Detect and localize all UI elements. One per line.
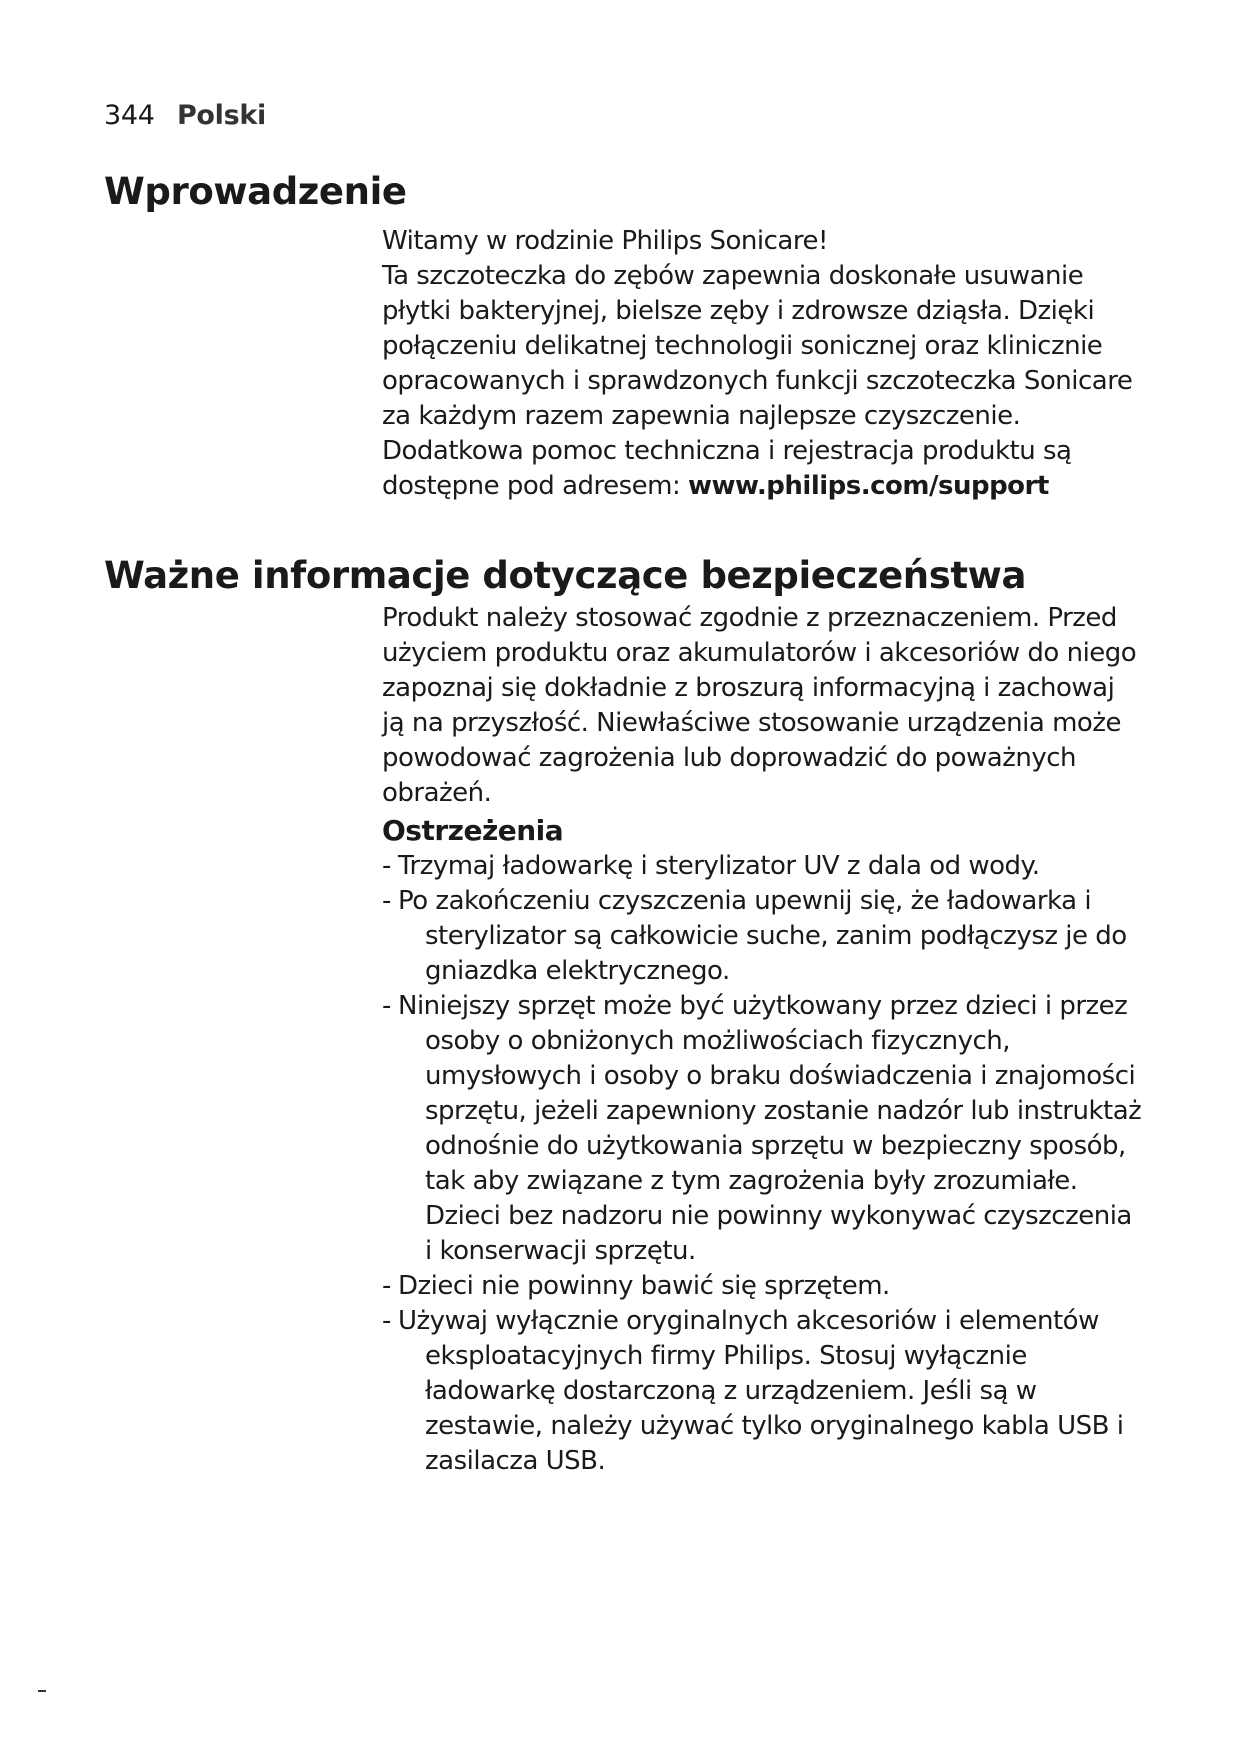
warning-text: Dzieci nie powinny bawić się sprzętem. [398, 1271, 890, 1301]
intro-description: Ta szczoteczka do zębów zapewnia doskonałe usuwanie płytki bakteryjnej, bielsze zęby i zdrowsze dziąsła. Dzięki połączeniu delikatnej technologii sonicznej oraz klinicznie opracowanych i sprawdzonych funkcji szczoteczka Sonicare za każdym razem zapewnia najlepsze czyszczenie. [382, 261, 1133, 431]
warning-text: Niniejszy sprzęt może być użytkowany przez dzieci i przez osoby o obniżonych możliwościach fizycznych, umysłowych i osoby o braku doświadczenia i znajomości sprzętu, jeżeli zapewniony zostanie nadzór lub instruktaż odnośnie do użytkowania sprzętu w bezpieczny sposób, tak aby związane z tym zagrożenia były zrozumiałe. Dzieci bez nadzoru nie powinny wykonywać czyszczenia i konserwacji sprzętu. [398, 991, 1142, 1266]
list-item [382, 849, 1142, 884]
support-text: Dodatkowa pomoc techniczna i rejestracja produktu są dostępne pod adresem: [382, 436, 1072, 501]
intro-section [382, 224, 1142, 504]
list-item [382, 989, 1142, 1269]
list-bullet: - [382, 1271, 391, 1301]
warnings-heading: Ostrzeżenia [382, 814, 564, 847]
language-label: Polski [176, 100, 267, 131]
intro-welcome: Witamy w rodzinie Philips Sonicare! [382, 226, 828, 256]
warning-text: Używaj wyłącznie oryginalnych akcesoriów i elementów eksploatacyjnych firmy Philips. Stosuj wyłącznie ładowarkę dostarczoną z urządzeniem. Jeśli są w zestawie, należy używać tylko oryginalnego kabla USB i zasilacza USB. [398, 1306, 1124, 1476]
list-item [382, 1304, 1142, 1479]
list-bullet: - [382, 886, 391, 916]
list-bullet: - [382, 1306, 391, 1336]
list-item [382, 1269, 1142, 1304]
safety-paragraph: Produkt należy stosować zgodnie z przeznaczeniem. Przed użyciem produktu oraz akumulatorów i akcesoriów do niego zapoznaj się dokładnie z broszurą informacyjną i zachowaj ją na przyszłość. Niewłaściwe stosowanie urządzenia może powodować zagrożenia lub doprowadzić do poważnych obrażeń. [382, 603, 1137, 808]
intro-support [382, 434, 1142, 504]
list-bullet: - [382, 851, 391, 881]
intro-heading: Wprowadzenie [104, 170, 407, 213]
safety-section [382, 601, 1142, 1479]
crop-mark [38, 1690, 46, 1692]
page-number: 344 [104, 100, 155, 131]
warnings-list [382, 849, 1142, 1479]
warning-text: Trzymaj ładowarkę i sterylizator UV z dala od wody. [398, 851, 1040, 881]
safety-heading: Ważne informacje dotyczące bezpieczeństwa [104, 554, 1027, 597]
page-header [104, 98, 266, 134]
list-item [382, 884, 1142, 989]
warning-text: Po zakończeniu czyszczenia upewnij się, że ładowarka i sterylizator są całkowicie suche, zanim podłączysz je do gniazdka elektrycznego. [398, 886, 1127, 986]
list-bullet: - [382, 991, 391, 1021]
support-link[interactable]: www.philips.com/support [688, 471, 1049, 501]
